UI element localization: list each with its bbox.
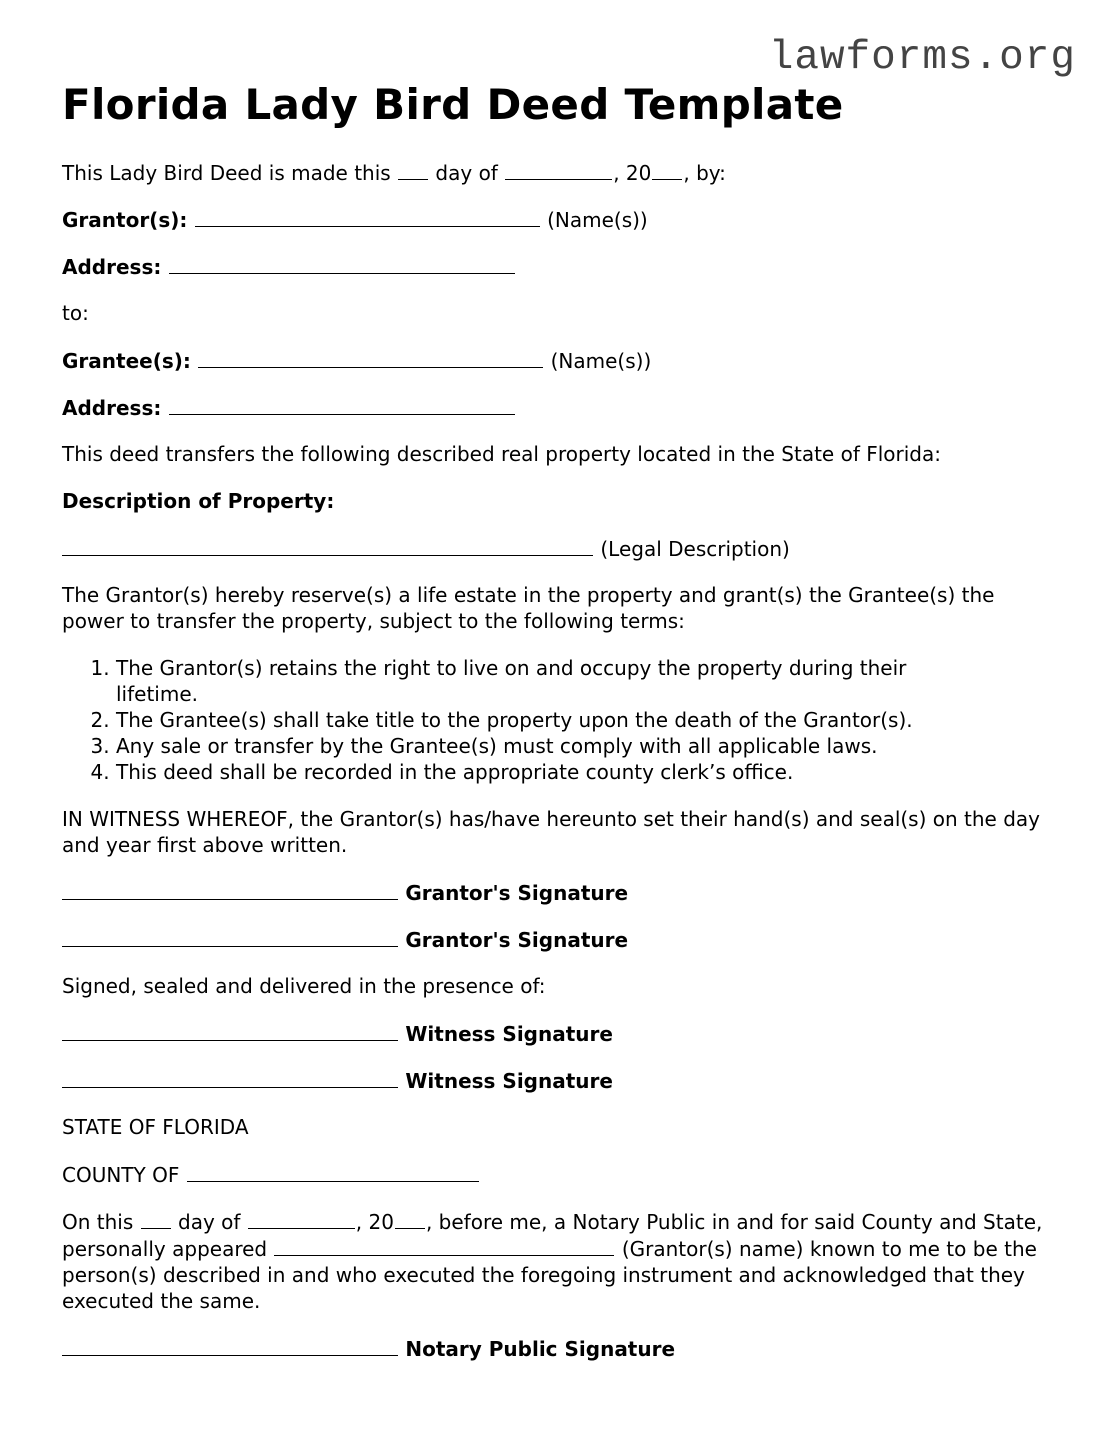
- grantor-signature-line-1: Grantor's Signature: [62, 879, 1052, 905]
- grantee-address-label: Address:: [62, 396, 162, 420]
- grantee-address-field[interactable]: [169, 394, 515, 415]
- page-title: Florida Lady Bird Deed Template: [62, 80, 844, 129]
- grantor-address-label: Address:: [62, 255, 162, 279]
- terms-list: [62, 655, 1052, 785]
- term-item: 4. This deed shall be recorded in the appropriate county clerk’s office.: [116, 759, 1052, 785]
- presence-text: Signed, sealed and delivered in the presence of:: [62, 974, 546, 998]
- witness-signature-line-2: Witness Signature: [62, 1067, 1052, 1093]
- legal-description-field[interactable]: [62, 535, 593, 556]
- witness-whereof-text: IN WITNESS WHEREOF, the Grantor(s) has/have hereunto set their hand(s) and seal(s) on the day and year first above written.: [62, 807, 1040, 857]
- grantor-appeared-field[interactable]: [274, 1235, 614, 1256]
- notary-county-line: COUNTY OF: [62, 1161, 1052, 1187]
- notary-year-blank[interactable]: [395, 1208, 425, 1229]
- notary-day-blank[interactable]: [141, 1208, 171, 1229]
- grantor-label: Grantor(s):: [62, 208, 188, 232]
- grantor-address-line: [62, 253, 1052, 279]
- site-watermark: lawforms.org: [768, 35, 1076, 81]
- legal-description-line: [62, 535, 1052, 561]
- grantor-signature-field-2[interactable]: [62, 926, 398, 947]
- grantee-name-line: [62, 347, 1052, 373]
- witness-signature-line-1: Witness Signature: [62, 1020, 1052, 1046]
- witness-signature-field-1[interactable]: [62, 1020, 398, 1041]
- grantee-label: Grantee(s):: [62, 349, 191, 373]
- notary-state: STATE OF FLORIDA: [62, 1115, 249, 1139]
- grantor-name-field[interactable]: [195, 206, 540, 227]
- reserve-text: The Grantor(s) hereby reserve(s) a life estate in the property and grant(s) the Grantee(s) the power to transfer the property, subject to the following terms:: [62, 583, 995, 633]
- county-field[interactable]: [187, 1161, 479, 1182]
- term-item: 2. The Grantee(s) shall take title to the property upon the death of the Grantor(s).: [116, 707, 1052, 733]
- grantee-address-line: [62, 394, 1052, 420]
- deed-document: [62, 78, 1052, 1361]
- notary-month-blank[interactable]: [248, 1208, 355, 1229]
- grantor-signature-field-1[interactable]: [62, 879, 398, 900]
- property-heading: Description of Property:: [62, 489, 335, 513]
- notary-acknowledgment: On this day of , 20 , before me, a Notary Public in and for said County and State, personally appeared (Grantor(s) name) known to me to be the person(s) described in and who executed the foregoing instrument and acknowledged that they executed the same.: [62, 1210, 1043, 1313]
- month-blank[interactable]: [505, 159, 612, 180]
- term-item: 1. The Grantor(s) retains the right to live on and occupy the property during their lifetime.: [116, 655, 986, 707]
- grantor-name-hint: (Name(s)): [547, 208, 648, 232]
- to-text: to:: [62, 301, 89, 325]
- grantor-name-line: [62, 206, 1052, 232]
- transfer-text: This deed transfers the following described real property located in the State of Florida:: [62, 442, 941, 466]
- grantee-name-hint: (Name(s)): [550, 349, 652, 373]
- intro-line: This Lady Bird Deed is made this day of , 20 , by:: [62, 161, 726, 185]
- year-blank[interactable]: [652, 159, 682, 180]
- grantor-signature-line-2: Grantor's Signature: [62, 926, 1052, 952]
- grantee-name-field[interactable]: [198, 347, 543, 368]
- legal-description-hint: (Legal Description): [600, 537, 790, 561]
- grantor-address-field[interactable]: [169, 253, 515, 274]
- notary-signature-field[interactable]: [62, 1335, 398, 1356]
- term-item: 3. Any sale or transfer by the Grantee(s) must comply with all applicable laws.: [116, 733, 1052, 759]
- notary-signature-line: Notary Public Signature: [62, 1335, 1052, 1361]
- witness-signature-field-2[interactable]: [62, 1067, 398, 1088]
- day-blank[interactable]: [398, 159, 428, 180]
